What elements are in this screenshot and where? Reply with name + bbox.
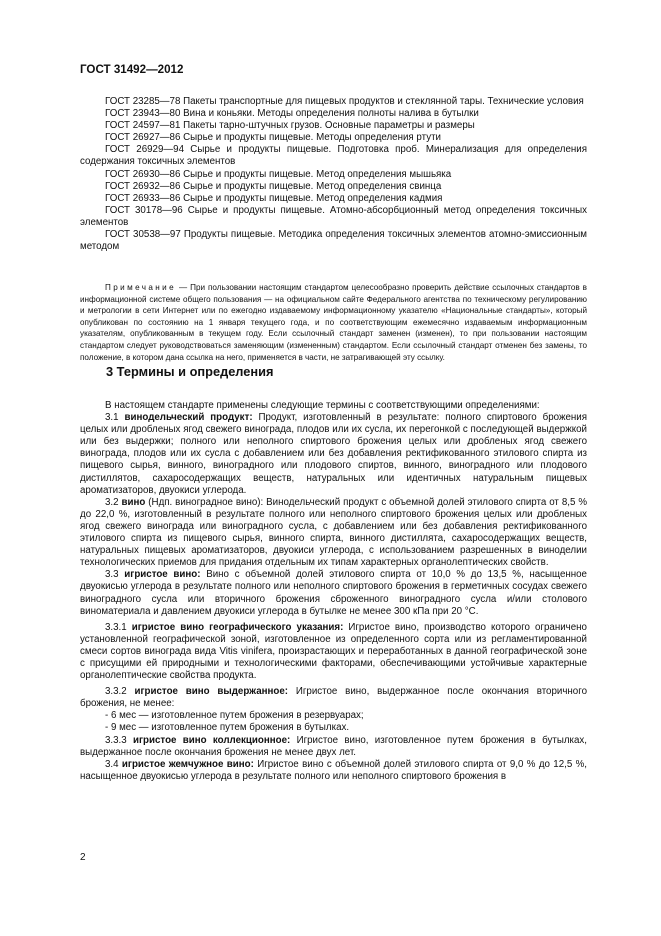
term-name: игристое вино географического указания:: [131, 621, 344, 633]
reference-item: ГОСТ 23285—78 Пакеты транспортные для пищевых продуктов и стеклянной тары. Технические условия: [105, 96, 584, 107]
term-paragraph: [80, 735, 587, 759]
reference-item: ГОСТ 26930—86 Сырье и продукты пищевые. Метод определения мышьяка: [105, 168, 452, 180]
reference-item: ГОСТ 26932—86 Сырье и продукты пищевые. Метод определения свинца: [105, 180, 442, 192]
reference-item: ГОСТ 26929—94 Сырье и продукты пищевые. Подготовка проб. Минерализация для определения содержания токсичных элементов: [80, 144, 587, 168]
term-paragraph: [80, 759, 587, 783]
note-text: — При пользовании настоящим стандартом целесообразно проверить действие ссылочных стандартов в информационной системе общего пользования — на официальном сайте Федерального агентства по техническому регулированию и метрологии в сети Интернет или по ежегодно издаваемому информационному указателю «Национальные стандарты», который опубликован по состоянию на 1 января текущего года, и по соответствующим ежемесячно издаваемым информационным указателям, опубликованным в текущем году. Если ссылочный стандарт заменен (изменен), то при пользовании настоящим стандартом следует руководствоваться заменяющим (измененным) стандартом. Если ссылочный стандарт отменен без замены, то положение, в котором дана ссылка на него, применяется в части, не затрагивающей эту ссылку.: [80, 283, 587, 362]
note-label: Примечание: [105, 283, 177, 292]
reference-item: ГОСТ 26933—86 Сырье и продукты пищевые. Метод определения кадмия: [105, 192, 443, 204]
term-name: вино: [121, 496, 146, 508]
section-title: 3 Термины и определения: [106, 364, 274, 379]
term-number: 3.3: [105, 569, 119, 581]
term-paragraph: [80, 622, 587, 682]
reference-item: ГОСТ 24597—81 Пакеты тарно-штучных грузов. Основные параметры и размеры: [105, 120, 475, 132]
aged-list-item: - 9 мес — изготовленное путем брожения в бутылках.: [105, 722, 350, 734]
reference-item: ГОСТ 30538—97 Продукты пищевые. Методика определения токсичных элементов атомно-эмиссионным методом: [80, 229, 587, 253]
term-number: 3.2: [105, 496, 119, 508]
term-name: игристое вино коллекционное:: [133, 734, 291, 746]
term-definition: Продукт, изготовленный в результате: полного спиртового брожения целых или дробленых ягод свежего винограда, плодов или их сусла, их перегонкой с последующей выдержкой или без выдержки; полного или неполного спиртового брожения целых или дробленых ягод свежего винограда, плодов или их сусла с добавлением или без добавления ректификованного этилового спирта из пищевого сырья, винного, виноградного или плодового спиртов, винного, виноградного или плодового дистиллятов, сахаросодержащих веществ, натуральных или идентичных натуральным пищевых ароматизаторов, двуокиси углерода.: [80, 412, 588, 496]
note-paragraph: [80, 282, 587, 363]
term-name: винодельческий продукт:: [124, 412, 253, 424]
term-number: 3.4: [105, 758, 119, 770]
term-paragraph: [80, 497, 587, 570]
term-number: 3.3.3: [105, 734, 127, 746]
term-paragraph: [80, 569, 587, 617]
term-name: игристое жемчужное вино:: [121, 758, 254, 770]
term-name: игристое вино:: [124, 569, 201, 581]
term-paragraph: [80, 412, 587, 497]
reference-item: ГОСТ 30178—96 Сырье и продукты пищевые. Атомно-абсорбционный метод определения токсичных элементов: [80, 204, 587, 228]
term-number: 3.1: [105, 412, 119, 424]
reference-item: ГОСТ 23943—80 Вина и коньяки. Методы определения полноты налива в бутылки: [105, 108, 479, 120]
page-number: 2: [80, 852, 86, 863]
reference-item: ГОСТ 26927—86 Сырье и продукты пищевые. Методы определения ртути: [105, 132, 441, 144]
term-number: 3.3.1: [105, 621, 127, 633]
term-definition: Вино с объемной долей этилового спирта от 10,0 % до 13,5 %, насыщенное двуокисью углерода в результате полного или неполного спиртового брожения в герметичных сосудах свежего виноградного сусла или вторичного брожения сброженного виноградного сусла и/или столового виноматериала и давлением двуокиси углерода в бутылке не менее 300 кПа при 20 °С.: [80, 569, 587, 617]
term-name: игристое вино выдержанное:: [134, 686, 289, 698]
term-definition: Игристое вино с объемной долей этилового спирта от 9,0 % до 12,5 %, насыщенное двуокисью углерода в результате полного или неполного спиртового брожения в: [80, 758, 587, 782]
aged-list-item: - 6 мес — изготовленное путем брожения в резервуарах;: [105, 710, 364, 722]
term-definition: Игристое вино, производство которого ограничено установленной географической зоной, изготовленное из определенного сорта или из регламентированной смеси сортов винограда вида Vitis vinifera, произрастающих и переработанных в данной географической зоне с присущими ей природными и технологическими факторами, обеспечивающими устойчивые характерные органолептические свойства продукта.: [80, 621, 587, 682]
term-number: 3.3.2: [105, 686, 127, 698]
term-definition: Игристое вино, выдержанное после окончания вторичного брожения, не менее:: [80, 686, 587, 710]
references-list: [80, 96, 587, 253]
intro-paragraph: В настоящем стандарте применены следующие термины с соответствующими определениями:: [105, 400, 540, 411]
term-definition: Игристое вино, изготовленное путем брожения в бутылках, выдержанное после окончания брожения не менее двух лет.: [80, 734, 588, 758]
definitions-body: [80, 400, 587, 783]
document-header: ГОСТ 31492—2012: [80, 63, 184, 76]
note-block: [80, 282, 587, 363]
term-definition: (Ндп. виноградное вино): Винодельческий продукт с объемной долей этилового спирта от 8,5 % до 22,0 %, изготовленный в результате полного или неполного спиртового брожения целых или дробленых ягод свежего винограда или виноградного сусла, с добавлением или без добавления ректификованного этилового спирта из пищевого сырья, винного спирта, винного дистиллята, сахаросодержащих веществ, натуральных пищевых ароматизаторов, двуокиси углерода, с использованием разрешенных в виноделии технологических приемов для придания отдельным их типам характерных органолептических свойств.: [80, 496, 587, 569]
term-paragraph: [80, 686, 587, 710]
